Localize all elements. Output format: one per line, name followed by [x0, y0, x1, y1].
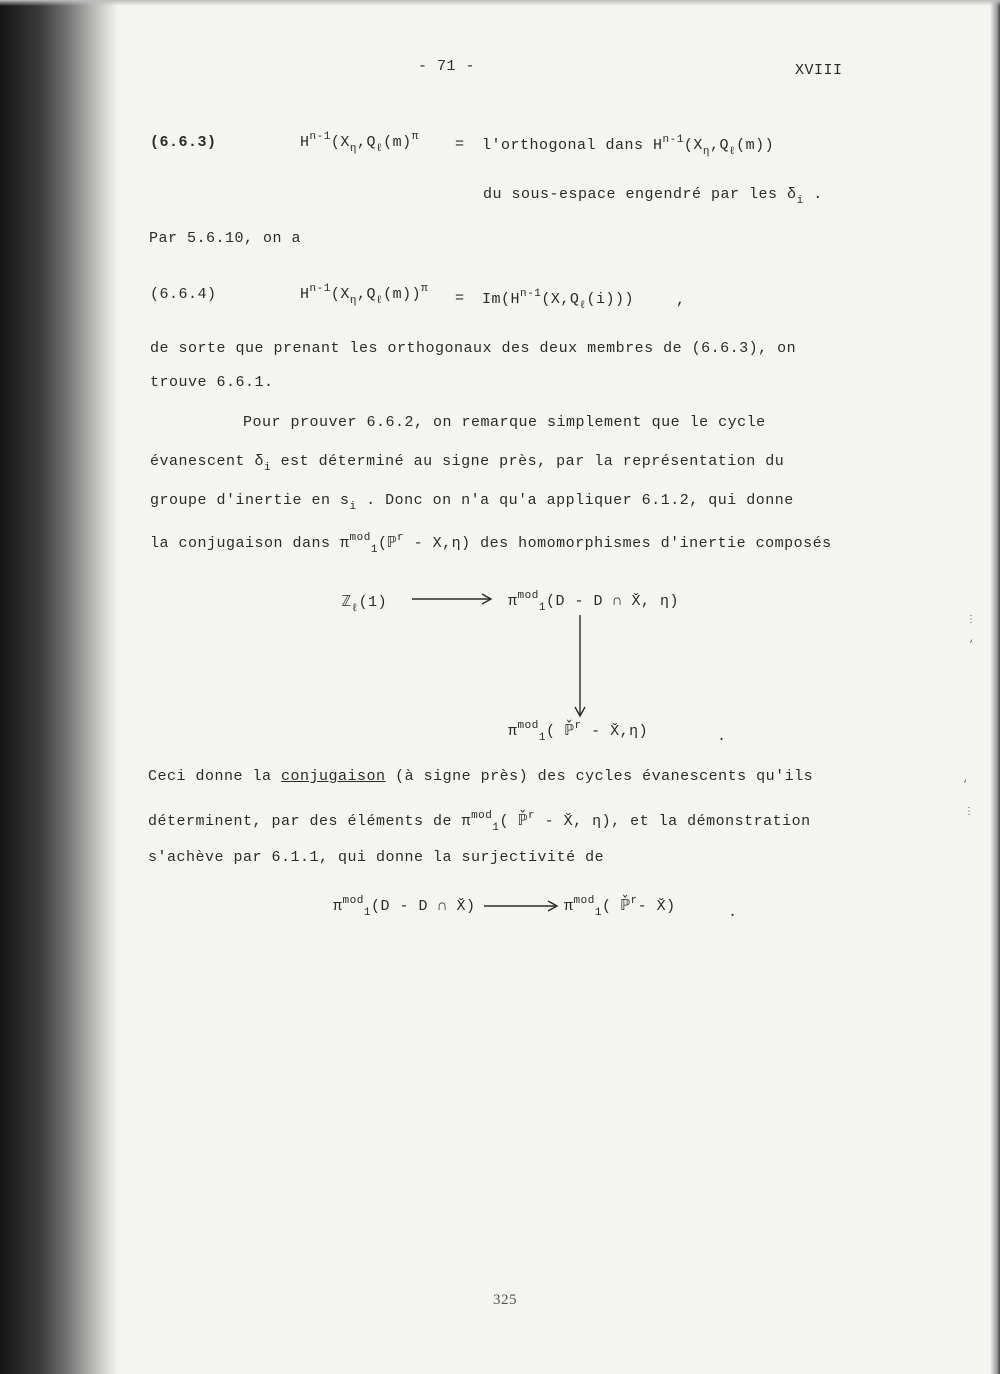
- diagram-period: .: [717, 728, 727, 745]
- paragraph2-line1: Pour prouver 6.6.2, on remarque simplement que le cycle: [243, 414, 766, 431]
- eq-664-equals: =: [455, 290, 465, 307]
- paragraph1-line2: trouve 6.6.1.: [150, 374, 274, 391]
- eq-663-line2-sub: i: [796, 195, 804, 207]
- final-right-pi: π: [564, 898, 574, 915]
- eq-664-rhs-ell: ℓ: [579, 300, 587, 312]
- final-right-end: - X̌): [637, 898, 676, 915]
- eq-663-continuation: [483, 186, 823, 207]
- diagram-t1-sub: 1: [538, 602, 546, 614]
- p3-line2-a: déterminent, par des éléments de π: [148, 813, 472, 830]
- p3-line2-b: ( ℙ̌: [499, 813, 529, 830]
- eq-664-lhs-eta: η: [349, 295, 357, 307]
- paragraph1-line1: de sorte que prenant les orthogonaux des deux membres de (6.6.3), on: [150, 340, 797, 357]
- paragraph3-line3: s'achève par 6.1.1, qui donne la surjectivité de: [148, 849, 605, 866]
- p2-line4-sup2: r: [397, 532, 405, 544]
- diagram-source-z: ℤ: [342, 594, 352, 611]
- p2-line3-sub: i: [349, 501, 357, 513]
- par-reference-line: Par 5.6.10, on a: [149, 230, 302, 247]
- final-left-body: (D - D ∩ X̌): [370, 898, 476, 915]
- diagram-source-end: (1): [358, 594, 388, 611]
- final-map-period: .: [728, 904, 738, 921]
- eq-663-lhs-q: ,Q: [356, 134, 376, 151]
- final-left-sup: mod: [342, 895, 364, 907]
- eq-663-line2-end: .: [813, 186, 823, 203]
- equation-663-rhs: [482, 134, 774, 158]
- eq-664-lhs-args: (X: [330, 286, 350, 303]
- final-map-right: [564, 895, 676, 919]
- diagram-t1-body: (D - D ∩ X̌, η): [545, 593, 679, 610]
- diagram-t2-sup2: r: [574, 720, 582, 732]
- eq-663-lhs-h: H: [300, 134, 310, 151]
- eq-663-lhs-args: (X: [330, 134, 350, 151]
- p3-line1-a: Ceci donne la: [148, 768, 282, 785]
- diagram-target2: [508, 720, 648, 744]
- scan-speck: ⋮: [966, 615, 976, 626]
- final-map-left: [333, 895, 475, 919]
- diagram-t1-sup: mod: [517, 590, 539, 602]
- p2-line4-sub: 1: [370, 544, 378, 556]
- eq-663-rhs-args: (X: [683, 137, 703, 154]
- paragraph2-line4: [150, 532, 832, 556]
- eq-664-rhs-end: (i))): [586, 291, 634, 308]
- p2-line3-a: groupe d'inertie en s: [150, 492, 350, 509]
- diagram-t2-sup: mod: [517, 720, 539, 732]
- eq-663-rhs-text: l'orthogonal dans H: [482, 137, 663, 154]
- eq-664-lhs-ell: ℓ: [375, 295, 384, 307]
- top-edge-shadow: [0, 0, 1000, 6]
- p3-line2-sup: mod: [471, 810, 493, 822]
- scan-speck: ⋮: [964, 807, 974, 818]
- eq-663-lhs-eta: η: [349, 143, 357, 155]
- equation-663-lhs: [300, 131, 419, 155]
- diagram-t2-pi: π: [508, 723, 518, 740]
- page-number: 325: [493, 1292, 517, 1308]
- eq-663-rhs-sup: n-1: [662, 134, 684, 146]
- p2-line4-a: la conjugaison dans π: [150, 535, 350, 552]
- diagram-t2-end: - X̌,η): [581, 723, 649, 740]
- eq-664-lhs-m: (m)): [383, 286, 422, 303]
- eq-663-rhs-ell: ℓ: [728, 146, 737, 158]
- eq-663-lhs-m: (m): [383, 134, 412, 151]
- final-left-pi: π: [333, 898, 343, 915]
- eq-663-rhs-q: ,Q: [709, 137, 729, 154]
- scan-speck: ‘: [968, 640, 975, 651]
- scan-speck: ‘: [962, 780, 969, 791]
- p2-line3-b: . Donc on n'a qu'a appliquer 6.1.2, qui donne: [356, 492, 794, 509]
- p2-line4-b: (ℙ: [377, 535, 397, 552]
- eq-664-rhs-args: (X,Q: [541, 291, 580, 308]
- eq-664-rhs-sup: n-1: [520, 288, 542, 300]
- final-left-sub: 1: [363, 907, 371, 919]
- diagram-target1: [508, 590, 679, 614]
- p3-line2-c: - X̌, η), et la démonstration: [535, 813, 811, 830]
- eq-663-equals: =: [455, 136, 465, 153]
- p3-line2-sub: 1: [492, 822, 500, 834]
- final-right-sub: 1: [594, 907, 602, 919]
- page-edge-shadow: [990, 0, 1000, 1374]
- eq-663-line2-text: du sous-espace engendré par les δ: [483, 186, 797, 203]
- final-right-body: ( ℙ̌: [601, 898, 631, 915]
- diagram-horizontal-arrow: [412, 590, 494, 608]
- p2-line2-a: évanescent δ: [150, 453, 265, 470]
- diagram-source-sub: ℓ: [351, 603, 359, 615]
- p2-line2-b: est déterminé au signe près, par la représentation du: [271, 453, 785, 470]
- p3-line1-b: (à signe près) des cycles évanescents qu'ils: [385, 768, 814, 785]
- paragraph3-line2: [148, 810, 811, 834]
- eq-663-lhs-sup: n-1: [309, 131, 331, 143]
- paragraph3-line1: [148, 768, 813, 785]
- paragraph2-line2: [150, 453, 784, 474]
- p2-line4-c: - X,η) des homomorphismes d'inertie composés: [404, 535, 832, 552]
- eq-664-lhs-q: ,Q: [356, 286, 376, 303]
- p3-line2-sup2: r: [528, 810, 536, 822]
- final-right-sup: mod: [573, 895, 595, 907]
- equation-664-rhs: [482, 288, 634, 312]
- eq-664-comma: ,: [676, 292, 686, 309]
- equation-label-664: (6.6.4): [150, 286, 217, 303]
- p2-line2-sub: i: [264, 462, 272, 474]
- equation-label-663: (6.6.3): [150, 134, 217, 151]
- diagram-t1-pi: π: [508, 593, 518, 610]
- equation-664-lhs: [300, 283, 428, 307]
- final-right-sup2: r: [630, 895, 638, 907]
- diagram-t2-body: ( ℙ̌: [545, 723, 575, 740]
- binding-shadow: [0, 0, 118, 1374]
- page-marker: - 71 -: [418, 58, 476, 75]
- p3-line1-underlined: conjugaison: [281, 768, 386, 785]
- eq-664-lhs-pi: π: [421, 283, 429, 295]
- eq-663-rhs-eta: η: [702, 146, 710, 158]
- eq-664-rhs-im: Im(H: [482, 291, 521, 308]
- diagram-source: [342, 592, 387, 615]
- eq-663-lhs-ell: ℓ: [375, 143, 384, 155]
- p2-line4-sup: mod: [349, 532, 371, 544]
- diagram-vertical-arrow: [571, 615, 589, 719]
- diagram-t2-sub: 1: [538, 732, 546, 744]
- eq-664-lhs-sup: n-1: [309, 283, 331, 295]
- eq-663-rhs-m: (m)): [736, 137, 775, 154]
- eq-664-lhs-h: H: [300, 286, 310, 303]
- roman-numeral: XVIII: [795, 62, 843, 79]
- eq-663-lhs-pi: π: [411, 131, 419, 143]
- final-map-arrow: [484, 897, 560, 915]
- paragraph2-line3: [150, 492, 794, 513]
